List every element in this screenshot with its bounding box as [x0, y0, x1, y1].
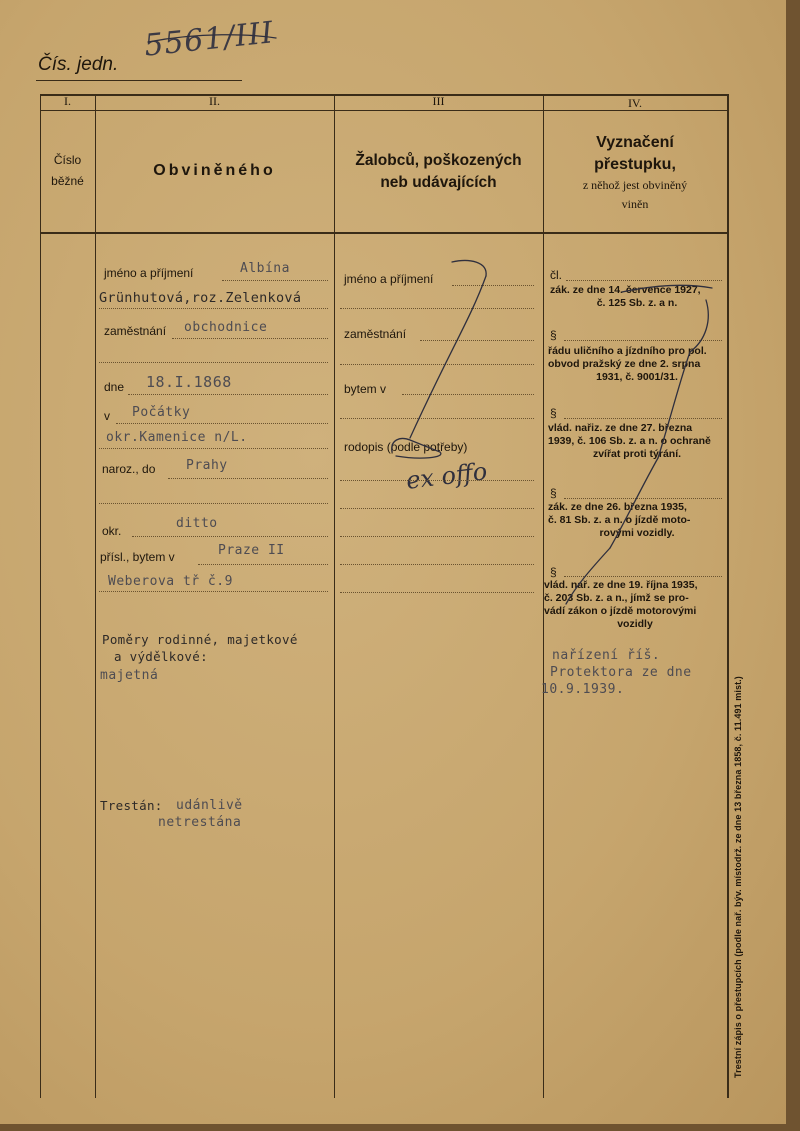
- offence-strike-2: [690, 300, 708, 352]
- complainant-name-label: jméno a příjmení: [344, 272, 434, 286]
- col3-header-line1: Žalobců, poškozených: [355, 152, 522, 169]
- defendant-name-label: jméno a příjmení: [104, 266, 194, 280]
- defendant-first-name: Albína: [240, 261, 290, 276]
- family-label-line1: Poměry rodinné, majetkové: [102, 632, 298, 647]
- criminal-record-value1: udánlivě: [176, 798, 243, 813]
- offence5-line4: vozidly: [617, 618, 653, 630]
- col1-header-line2: běžné: [51, 174, 84, 188]
- defendant-district-label: okr.: [102, 524, 122, 538]
- col4-header-line1: Vyznačení: [596, 134, 674, 151]
- reference-label: Čís. jedn.: [38, 54, 119, 75]
- side-note: Trestní zápis o přestupcích (podle nař. býv. místodrž. ze dne 13 března 1858, č. 11.491 mist.): [733, 676, 743, 1078]
- offence4-line3: rovými vozidly.: [599, 527, 675, 539]
- offence3-line3: zvířat proti týrání.: [592, 448, 682, 460]
- complainant-residence-label: bytem v: [344, 382, 387, 396]
- criminal-record-value2: netrestána: [158, 815, 242, 830]
- offence1-article: čl.: [550, 268, 562, 282]
- defendant-moved-label: naroz., do: [102, 462, 156, 476]
- col2-header: Obviněného: [153, 162, 276, 179]
- col4-header-line4: viněn: [621, 197, 649, 211]
- offence2-line3: 1931, č. 9001/31.: [596, 371, 678, 383]
- bio-circle: [392, 439, 441, 459]
- complainant-bio-label: rodopis (podle potřeby): [344, 440, 468, 454]
- defendant-moved-to: Prahy: [186, 458, 228, 473]
- offence5-line3: vádí zákon o jízdě motorovými: [544, 605, 697, 617]
- defendant-job-label: zaměstnání: [104, 324, 167, 338]
- offence4-line2: č. 81 Sb. z. a n. o jízdě moto-: [548, 514, 691, 526]
- offence3-line1: vlád. nařiz. ze dne 27. března: [548, 422, 693, 434]
- offence2-line2: obvod pražský ze dne 2. srpna: [548, 358, 701, 370]
- col3-header-line2: neb udávajících: [380, 174, 497, 191]
- defendant-surname: Grünhutová,roz.Zelenková: [99, 290, 302, 306]
- offence2-line1: řádu uličního a jízdního pro pol.: [548, 345, 707, 357]
- reference-stroke: [148, 35, 276, 42]
- defendant-job: obchodnice: [184, 320, 268, 335]
- offence-typed-line1: nařízení říš.: [552, 648, 661, 663]
- complainant-job-label: zaměstnání: [344, 327, 407, 341]
- defendant-birthplace-label: v: [104, 409, 110, 423]
- offence3-line2: 1939, č. 106 Sb. z. a n. o ochraně: [548, 435, 711, 447]
- offence1-line2: č. 125 Sb. z. a n.: [596, 297, 678, 309]
- offence-typed-line2: Protektora ze dne: [550, 665, 692, 680]
- offence1-line1: zák. ze dne 14. července 1927,: [550, 284, 701, 296]
- col4-header-line3: z něhož jest obviněný: [582, 178, 688, 192]
- defendant-residence: Praze II: [218, 543, 285, 558]
- reference-number-handwritten: 5561/III: [142, 15, 276, 64]
- col2-number: II.: [209, 94, 220, 108]
- defendant-district: ditto: [176, 516, 218, 531]
- defendant-dob-label: dne: [104, 380, 125, 394]
- defendant-street: Weberova tř č.9: [108, 574, 233, 589]
- complainant-strike-1: [452, 261, 486, 276]
- family-label-line2: a výdělkové:: [114, 649, 208, 664]
- offence-strike-3: [658, 352, 690, 458]
- offence-typed-line3: 10.9.1939.: [541, 682, 625, 697]
- offence5-line2: č. 203 Sb. z. a n., jímž se pro-: [544, 592, 689, 604]
- offence2-paragraph: §: [550, 328, 557, 342]
- col1-header-line1: Číslo: [53, 153, 82, 167]
- defendant-dob: 18.I.1868: [146, 373, 232, 391]
- col4-number: IV.: [627, 96, 643, 110]
- criminal-record-label: Trestán:: [100, 798, 163, 813]
- handwritten-ex-offo: ex offo: [404, 457, 489, 495]
- defendant-birth-district: okr.Kamenice n/L.: [106, 430, 248, 445]
- defendant-residence-label: přísl., bytem v: [100, 550, 175, 564]
- offence3-paragraph: §: [550, 406, 557, 420]
- col3-number: III: [432, 94, 445, 108]
- complainant-strike-2: [410, 276, 486, 438]
- family-status-value: majetná: [100, 668, 159, 683]
- offence-strike-5: [566, 548, 610, 604]
- offence4-paragraph: §: [550, 486, 557, 500]
- offence5-paragraph: §: [550, 565, 557, 579]
- offence4-line1: zák. ze dne 26. března 1935,: [548, 501, 687, 513]
- page-edge-bottom: [0, 1124, 800, 1131]
- col4-header-line2: přestupku,: [594, 156, 676, 173]
- offence5-line1: vlád. nař. ze dne 19. října 1935,: [544, 579, 698, 591]
- offence-strike-4: [610, 458, 658, 548]
- offence-strike-1: [622, 285, 712, 292]
- page-edge-right: [786, 0, 800, 1131]
- defendant-birthplace: Počátky: [132, 405, 191, 420]
- col1-number: I.: [64, 94, 71, 108]
